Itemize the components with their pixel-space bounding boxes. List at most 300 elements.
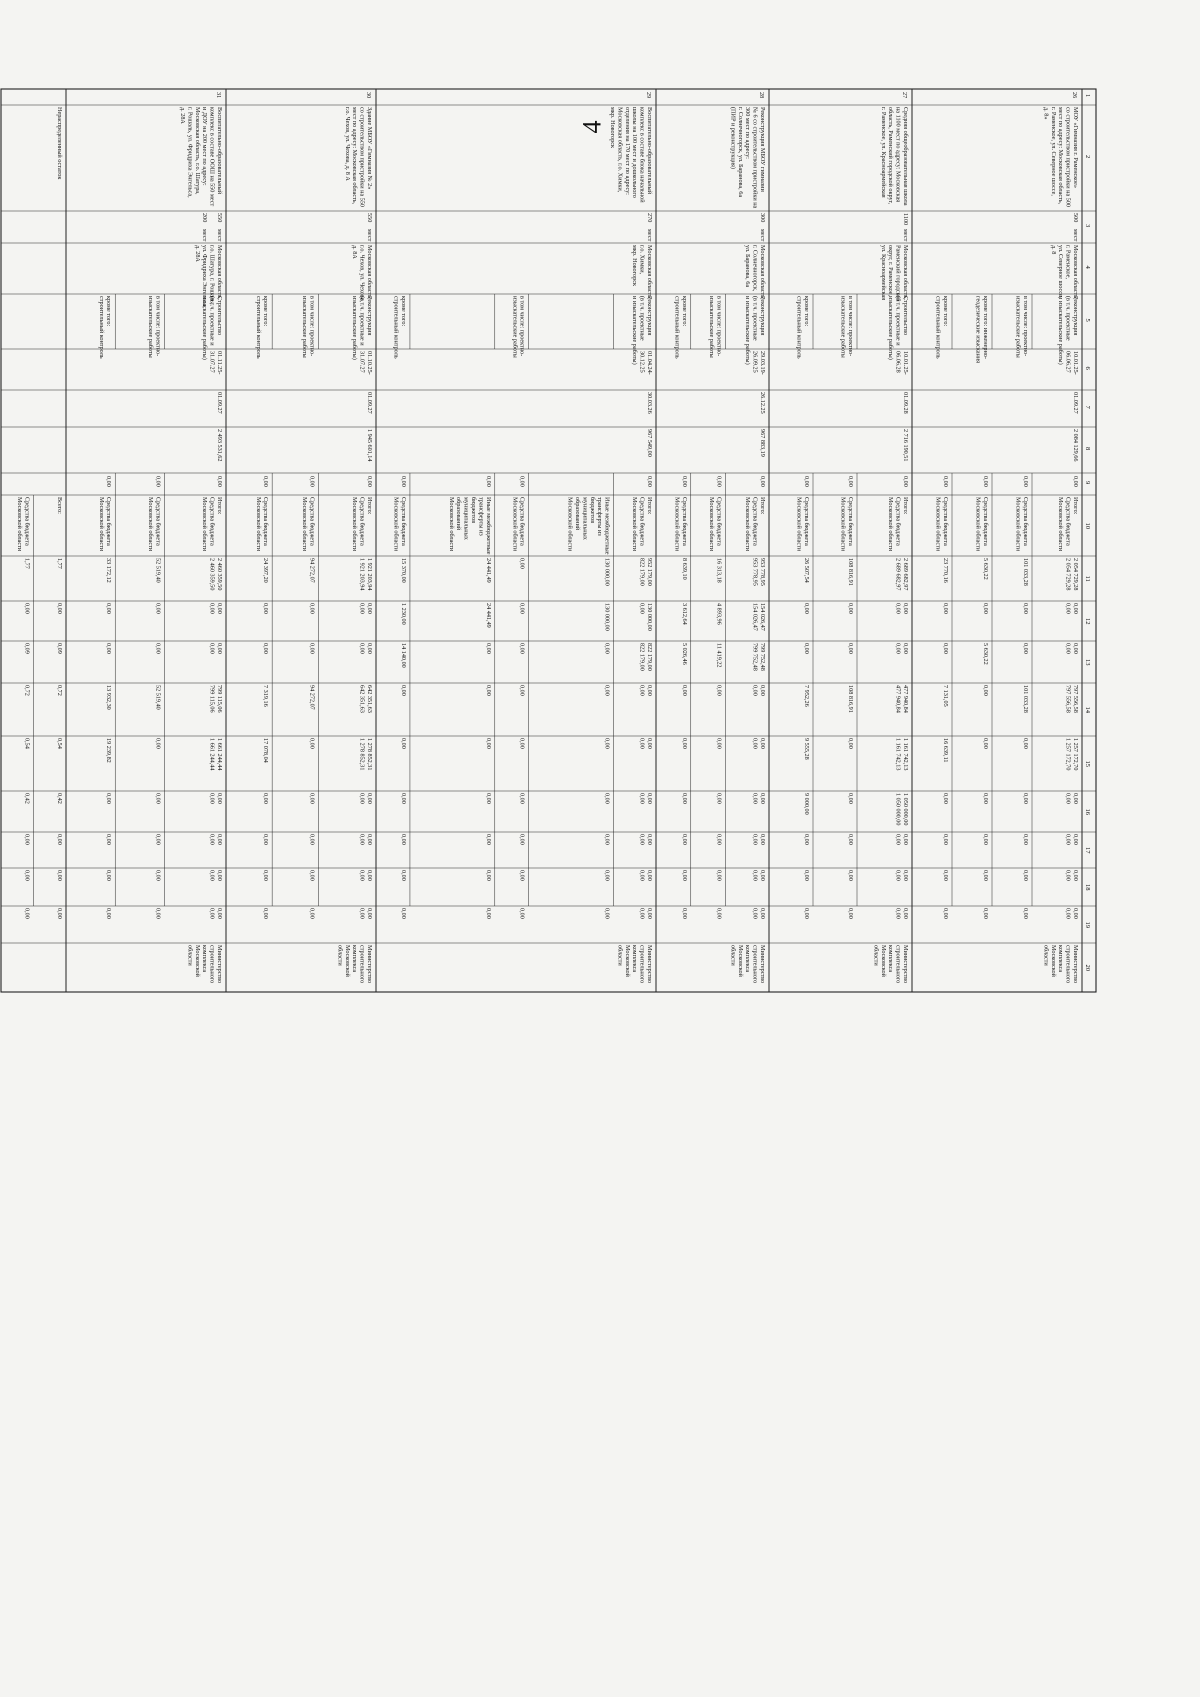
amount-cell: 0,00	[1022, 643, 1029, 654]
amount-cell: 0,00	[518, 908, 526, 919]
amount-cell: 822 179,00	[646, 643, 653, 671]
amount-cell: 0,00	[208, 793, 216, 804]
amount-cell: 0,00	[484, 870, 492, 881]
amount-cell: 0,00	[759, 685, 766, 696]
amount-cell: 0,00	[399, 870, 407, 881]
amount-cell: 52 519,40	[154, 685, 162, 710]
object-name: Московская область, г.о. Химки,	[616, 107, 624, 193]
amount-cell: 0,00	[902, 643, 909, 654]
amount-cell: 0,00	[715, 834, 723, 845]
amount-cell: 0,00	[308, 834, 316, 845]
amount-cell: 0,00	[484, 834, 492, 845]
address: Раменский городской	[894, 245, 902, 302]
amount-cell: 0,00	[216, 834, 223, 845]
object-name: Здание МБОУ «Гимназия № 2»	[366, 107, 373, 190]
total-value: 0,00	[715, 476, 723, 487]
amount-cell: 953 778,95	[759, 558, 766, 586]
amount-cell: 0,00	[680, 793, 688, 804]
object-name: Воспитательно-образовательный	[216, 107, 223, 195]
address: Московская область,	[902, 245, 909, 300]
amount-cell: 5 026,46	[680, 643, 688, 665]
address: г.о. Шатура, г. Рошаль,	[208, 245, 216, 305]
amount-cell: 0,00	[366, 908, 373, 919]
amount-cell: 19 239,82	[105, 738, 113, 763]
amount-cell: 0,00	[154, 870, 162, 881]
total-cost: 2 084 129,66	[1072, 429, 1079, 462]
amount-cell: 1 921 203,94	[358, 558, 366, 591]
start-dates: 26.09.25	[751, 351, 759, 373]
object-name: со строительством пристройки на 550	[358, 107, 366, 208]
funding-source: Московской области	[511, 497, 519, 552]
ministry: Министерство	[902, 945, 909, 984]
ministry: Министерство	[366, 945, 373, 984]
amount-cell: 0,00	[154, 908, 162, 919]
amount-cell: 0,00	[208, 870, 216, 881]
amount-cell: 0,00	[23, 908, 31, 919]
amount-cell: 0,00	[484, 908, 492, 919]
amount-cell: 154 026,47	[759, 603, 766, 631]
amount-cell: 0,00	[1022, 793, 1029, 804]
amount-cell: 0,00	[484, 643, 492, 654]
amount-cell: 0,00	[638, 908, 646, 919]
amount-cell: 0,00	[638, 870, 646, 881]
address: Московская область,	[216, 245, 223, 300]
amount-cell: 0,00	[262, 870, 270, 881]
amount-cell: 7 319,16	[262, 685, 270, 707]
object-name: г. Раменское, ул. Красноармейская	[879, 107, 887, 198]
work-type: изыскательские работы)	[351, 296, 359, 360]
funding-source: Московской области	[566, 497, 574, 552]
funding-source: Московской области	[1014, 497, 1022, 552]
end-date: 01.09.27	[216, 392, 223, 414]
work-type: строительный контроль	[97, 296, 105, 359]
amount-cell: 477 940,84	[894, 685, 902, 713]
work-type: в том числе: проектно-	[1022, 296, 1029, 357]
address: г.о. Чехов, ул. Чехова,	[358, 245, 366, 302]
amount-cell: 2 689 682,97	[902, 558, 909, 591]
amount-cell: 0,00	[982, 870, 989, 881]
address: д. 8	[1049, 245, 1057, 255]
amount-cell: 0,00	[646, 793, 653, 804]
ministry: Московской	[879, 945, 887, 977]
amount-cell: 0,00	[902, 908, 909, 919]
funding-source: Московской области	[673, 497, 681, 552]
amount-cell: 0,00	[902, 834, 909, 845]
work-type: кроме того:	[942, 296, 949, 327]
amount-cell: 0,00	[154, 793, 162, 804]
work-type: (в т.ч. проектные и	[894, 296, 902, 346]
ministry: Московской	[343, 945, 351, 977]
object-name: мест по адресу: Московская область,	[1057, 107, 1065, 205]
start-dates: 31.07.27	[208, 351, 216, 373]
column-number: 18	[1084, 884, 1091, 891]
ministry: комплекса	[887, 945, 895, 973]
funding-source: Московской области	[934, 497, 942, 552]
object-name: со строительством пристройки на 500	[1064, 107, 1072, 208]
amount-cell: 0,00	[105, 834, 113, 845]
amount-cell: 0,00	[154, 603, 162, 614]
column-number: 15	[1084, 760, 1091, 768]
amount-cell: 130 000,00	[646, 603, 653, 631]
ministry: области	[729, 945, 737, 966]
object-name: отделения на 170 мест по адресу:	[623, 107, 631, 195]
amount-cell: 0,00	[847, 793, 854, 804]
amount-cell: 0,00	[518, 834, 526, 845]
amount-cell: 0,00	[23, 870, 31, 881]
amount-cell: 0,00	[751, 870, 759, 881]
capacity: 500	[1072, 213, 1079, 223]
work-type: Строительство	[216, 296, 223, 336]
amount-cell: 108 816,91	[847, 685, 854, 713]
amount-cell: 94 272,07	[308, 685, 316, 710]
capacity-unit: мест	[216, 229, 223, 242]
funding-source: Московской области	[974, 497, 982, 552]
funding-source: муниципальных	[462, 497, 470, 540]
funding-source: Средства бюджета	[308, 497, 316, 546]
amount-cell: 0,00	[1064, 643, 1072, 654]
amount-cell: 24 441,49	[484, 603, 492, 628]
amount-cell: 0,00	[358, 603, 366, 614]
amount-cell: 0,00	[902, 870, 909, 881]
amount-cell: 0,00	[1072, 643, 1079, 654]
object-name: Реконструкция МБОУ гимназии	[759, 107, 766, 192]
funding-source: бюджетов	[469, 497, 477, 524]
amount-cell: 0,00	[518, 738, 526, 749]
amount-cell: 0,00	[603, 834, 611, 845]
amount-cell: 0,00	[1064, 834, 1072, 845]
start-dates: 10.01.25-	[1072, 351, 1079, 375]
amount-cell: 0,00	[518, 603, 526, 614]
amount-cell: 33 172,12	[105, 558, 113, 583]
funding-source: Московской области	[795, 497, 803, 552]
amount-cell: 130 000,00	[603, 603, 611, 631]
amount-cell: 0,72	[23, 685, 31, 696]
object-name: д. 28А	[179, 107, 186, 124]
funding-source: Московской области	[631, 497, 639, 552]
amount-cell: 0,00	[803, 643, 810, 654]
work-type: изыскательские работы	[147, 296, 155, 358]
amount-cell: 0,00	[603, 908, 611, 919]
end-date: 26.12.25	[759, 392, 766, 414]
funding-source: Московской области	[392, 497, 400, 552]
amount-cell: 0,00	[715, 870, 723, 881]
amount-cell: 0,00	[680, 834, 688, 845]
table-frame	[1, 89, 1096, 992]
amount-cell: 11 419,22	[715, 643, 723, 668]
funding-source: образований	[573, 497, 581, 531]
total-value: 0,00	[262, 476, 270, 487]
amount-cell: 5 630,22	[982, 643, 989, 665]
total-value: 0,00	[1072, 476, 1079, 487]
work-type: Реконструкция	[1072, 296, 1079, 336]
amount-cell: 0,00	[1022, 870, 1029, 881]
amount-cell: 0,00	[56, 908, 63, 919]
amount-cell: 0,00	[518, 870, 526, 881]
amount-cell: 799 752,48	[759, 643, 766, 671]
address: г.о. Химки,	[638, 245, 646, 275]
column-number: 9	[1084, 481, 1091, 485]
amount-cell: 0,09	[56, 643, 63, 654]
total-value: 0,00	[902, 476, 909, 487]
ministry: области	[872, 945, 880, 966]
address: Московская область,	[366, 245, 373, 300]
total-value: 0,00	[646, 476, 653, 487]
amount-cell: 0,00	[105, 908, 113, 919]
amount-cell: 952 179,00	[646, 558, 653, 586]
total-cost: 2 716 190,51	[902, 429, 909, 462]
total-value: 0,00	[484, 476, 492, 487]
funding-source: Московской области	[201, 497, 209, 552]
address: ул. Северное шоссе,	[1057, 245, 1065, 299]
amount-cell: 2 460 359,50	[208, 558, 216, 591]
work-type: геодезические изыскания	[974, 296, 982, 363]
column-number: 19	[1084, 921, 1091, 929]
amount-cell: 0,00	[751, 793, 759, 804]
object-name: мкр. Новогорск	[609, 107, 616, 148]
amount-cell: 0,00	[154, 643, 162, 654]
work-type: Реконструкция	[759, 296, 766, 336]
amount-cell: 15 370,00	[399, 558, 407, 583]
funding-source: Итого:	[759, 497, 766, 515]
row-number: 26	[1071, 92, 1078, 99]
amount-cell: 0,00	[1064, 908, 1072, 919]
amount-cell: 0,00	[894, 603, 902, 614]
work-type: и изыскательские работы)	[744, 296, 752, 365]
amount-cell: 0,00	[1072, 834, 1079, 845]
amount-cell: 0,00	[399, 685, 407, 696]
amount-cell: 1 661 244,44	[216, 738, 223, 771]
amount-cell: 0,00	[803, 870, 810, 881]
capacity-unit: мест	[759, 229, 766, 242]
amount-cell: 0,00	[680, 685, 688, 696]
ministry: комплекса	[631, 945, 639, 973]
capacity: 300	[759, 213, 766, 223]
amount-cell: 0,00	[366, 643, 373, 654]
row-number: 28	[758, 92, 765, 99]
total-value: 0,00	[518, 476, 526, 487]
amount-cell: 0,00	[942, 603, 949, 614]
column-number: 1	[1084, 94, 1091, 98]
column-number: 13	[1084, 659, 1091, 666]
funding-source: Итого:	[902, 497, 909, 515]
work-type: кроме того:	[399, 296, 407, 327]
amount-cell: 4 893,96	[715, 603, 723, 625]
funding-source: Средства бюджета	[23, 497, 31, 546]
funding-source: Московской области	[839, 497, 847, 552]
amount-cell: 24 397,20	[262, 558, 270, 583]
work-type: (в т.ч. проектные и	[208, 296, 216, 346]
amount-cell: 0,42	[23, 793, 31, 804]
work-type: строительный контроль	[392, 296, 400, 359]
amount-cell: 0,00	[308, 870, 316, 881]
funding-source: Московской области	[351, 497, 359, 552]
row-number: 30	[365, 92, 372, 99]
amount-cell: 0,00	[484, 685, 492, 696]
work-type: (в т.ч. проектные	[751, 296, 759, 341]
amount-cell: 0,00	[308, 643, 316, 654]
total-value: 0,00	[1022, 476, 1029, 487]
funding-source: Средства бюджета	[105, 497, 113, 546]
amount-cell: 1 161 742,13	[894, 738, 902, 771]
row-number: 29	[645, 92, 652, 99]
capacity-unit: мест	[646, 229, 653, 242]
amount-cell: 130 000,00	[603, 558, 611, 586]
amount-cell: 0,54	[56, 738, 63, 749]
amount-cell: 0,00	[847, 603, 854, 614]
total-value: 0,00	[982, 476, 989, 487]
address: д. 28А	[193, 245, 201, 262]
unallocated-label: Нераспределенный остаток	[56, 107, 63, 180]
amount-cell: 0,00	[715, 793, 723, 804]
work-type: Строительство	[902, 296, 909, 336]
ministry: области	[336, 945, 344, 966]
object-name: Средняя общеобразовательная школа	[902, 107, 909, 206]
object-name: г. Солнечногорск, ул. Баранова, 6а	[736, 107, 744, 198]
funding-source: Средства бюджета	[942, 497, 949, 546]
funding-source: Московской области	[708, 497, 716, 552]
end-date: 01.09.27	[1072, 392, 1079, 414]
amount-cell: 0,00	[56, 834, 63, 845]
amount-cell: 1 661 244,44	[208, 738, 216, 771]
amount-cell: 1 257 172,70	[1064, 738, 1072, 771]
total-value: 0,00	[942, 476, 949, 487]
capacity: 1100	[902, 213, 909, 226]
column-number: 7	[1084, 405, 1091, 409]
work-type: (в т.ч. проектные и	[358, 296, 366, 346]
amount-cell: 0,00	[638, 834, 646, 845]
amount-cell: 0,00	[646, 685, 653, 696]
work-type: кроме того:	[803, 296, 810, 327]
column-number: 16	[1084, 808, 1091, 816]
amount-cell: 0,00	[484, 793, 492, 804]
column-number: 14	[1084, 706, 1091, 714]
funding-source: Средства бюджета	[751, 497, 759, 546]
amount-cell: 0,00	[638, 738, 646, 749]
funding-source: Средства бюджета	[803, 497, 810, 546]
work-type: и изыскательские работы)	[631, 296, 639, 365]
amount-cell: 0,00	[216, 793, 223, 804]
amount-cell: 0,00	[715, 908, 723, 919]
amount-cell: 101 033,28	[1022, 558, 1029, 586]
address: мкр. Новогорск	[631, 245, 639, 286]
funding-source: бюджетов	[588, 497, 596, 524]
amount-cell: 26 507,54	[803, 558, 810, 583]
total-value: 0,00	[105, 476, 113, 487]
funding-source: Средства бюджета	[399, 497, 407, 546]
amount-cell: 0,09	[23, 643, 31, 654]
amount-cell: 0,00	[646, 738, 653, 749]
amount-cell: 0,00	[982, 685, 989, 696]
total-value: 0,00	[366, 476, 373, 487]
amount-cell: 0,00	[105, 793, 113, 804]
address: ул. Красноармейская	[879, 245, 887, 301]
amount-cell: 0,00	[105, 643, 113, 654]
funding-source: Средства бюджета	[894, 497, 902, 546]
capacity-unit: мест	[201, 229, 209, 242]
address: д. 8А	[351, 245, 359, 259]
amount-cell: 7 131,05	[942, 685, 949, 707]
amount-cell: 0,00	[1022, 834, 1029, 845]
work-type: (в т.ч. проектные	[1064, 296, 1072, 341]
amount-cell: 0,00	[262, 603, 270, 614]
work-type: (в т.ч. проектные	[638, 296, 646, 341]
amount-cell: 13 932,30	[105, 685, 113, 710]
amount-cell: 0,00	[603, 685, 611, 696]
amount-cell: 0,00	[680, 738, 688, 749]
amount-cell: 0,00	[759, 793, 766, 804]
amount-cell: 642 351,63	[366, 685, 373, 713]
ministry: комплекса	[1057, 945, 1065, 973]
capacity-unit: мест	[902, 229, 909, 242]
amount-cell: 5 630,22	[982, 558, 989, 580]
amount-cell: 0,00	[154, 738, 162, 749]
amount-cell: 0,00	[759, 908, 766, 919]
total-value: 0,00	[308, 476, 316, 487]
start-dates: 10.01.25-	[902, 351, 909, 375]
amount-cell: 1 257 172,70	[1072, 738, 1079, 771]
amount-cell: 0,00	[894, 908, 902, 919]
amount-cell: 2 054 729,28	[1072, 558, 1079, 591]
amount-cell: 101 033,28	[1022, 685, 1029, 713]
amount-cell: 0,00	[262, 793, 270, 804]
work-type: кроме того:	[680, 296, 688, 327]
object-name: область, Раменский городской округ,	[887, 107, 895, 204]
ministry: строительного	[208, 945, 216, 984]
capacity-unit: мест	[366, 229, 373, 242]
ministry: строительного	[751, 945, 759, 984]
amount-cell: 477 940,84	[902, 685, 909, 713]
funding-source: трансферты из	[596, 497, 604, 536]
amount-cell: 1 278 852,31	[358, 738, 366, 771]
amount-cell: 94 272,07	[308, 558, 316, 583]
total-cost: 967 549,00	[646, 429, 653, 457]
amount-cell: 1 050 000,00	[902, 793, 909, 826]
ministry: области	[616, 945, 624, 966]
table-grid	[1, 89, 1096, 992]
work-type: в том числе: проектно-	[518, 296, 526, 357]
work-type: изыскательские работы	[708, 296, 716, 358]
amount-cell: 0,00	[847, 738, 854, 749]
amount-cell: 0,00	[902, 603, 909, 614]
address: ул. Баранова, 6а	[744, 245, 752, 288]
amount-cell: 0,00	[518, 643, 526, 654]
amount-cell: 0,00	[358, 643, 366, 654]
work-type: в том числе: проектно-	[154, 296, 162, 357]
amount-cell: 0,00	[638, 603, 646, 614]
amount-cell: 0,00	[308, 793, 316, 804]
amount-cell: 0,00	[366, 793, 373, 804]
funding-source: Московской области	[447, 497, 455, 552]
funding-source: Средства бюджета	[1064, 497, 1072, 546]
work-type: кроме того:	[262, 296, 270, 327]
work-type: изыскательские работы	[839, 296, 847, 358]
amount-cell: 0,00	[680, 870, 688, 881]
amount-cell: 0,00	[484, 738, 492, 749]
amount-cell: 0,00	[216, 603, 223, 614]
amount-cell: 0,00	[358, 870, 366, 881]
object-name: г.о. Чехов, ул. Чехова, д. 8 А	[343, 107, 351, 181]
amount-cell: 0,54	[23, 738, 31, 749]
capacity: 270	[646, 213, 653, 223]
amount-cell: 24 441,49	[484, 558, 492, 583]
address: Московская область,	[1072, 245, 1079, 300]
total-cost: 2 493 531,62	[216, 429, 223, 462]
work-type: строительный контроль	[254, 296, 262, 359]
funding-source: Московской области	[300, 497, 308, 552]
amount-cell: 0,00	[646, 834, 653, 845]
amount-cell: 0,00	[982, 834, 989, 845]
work-type: строительный контроль	[934, 296, 942, 359]
